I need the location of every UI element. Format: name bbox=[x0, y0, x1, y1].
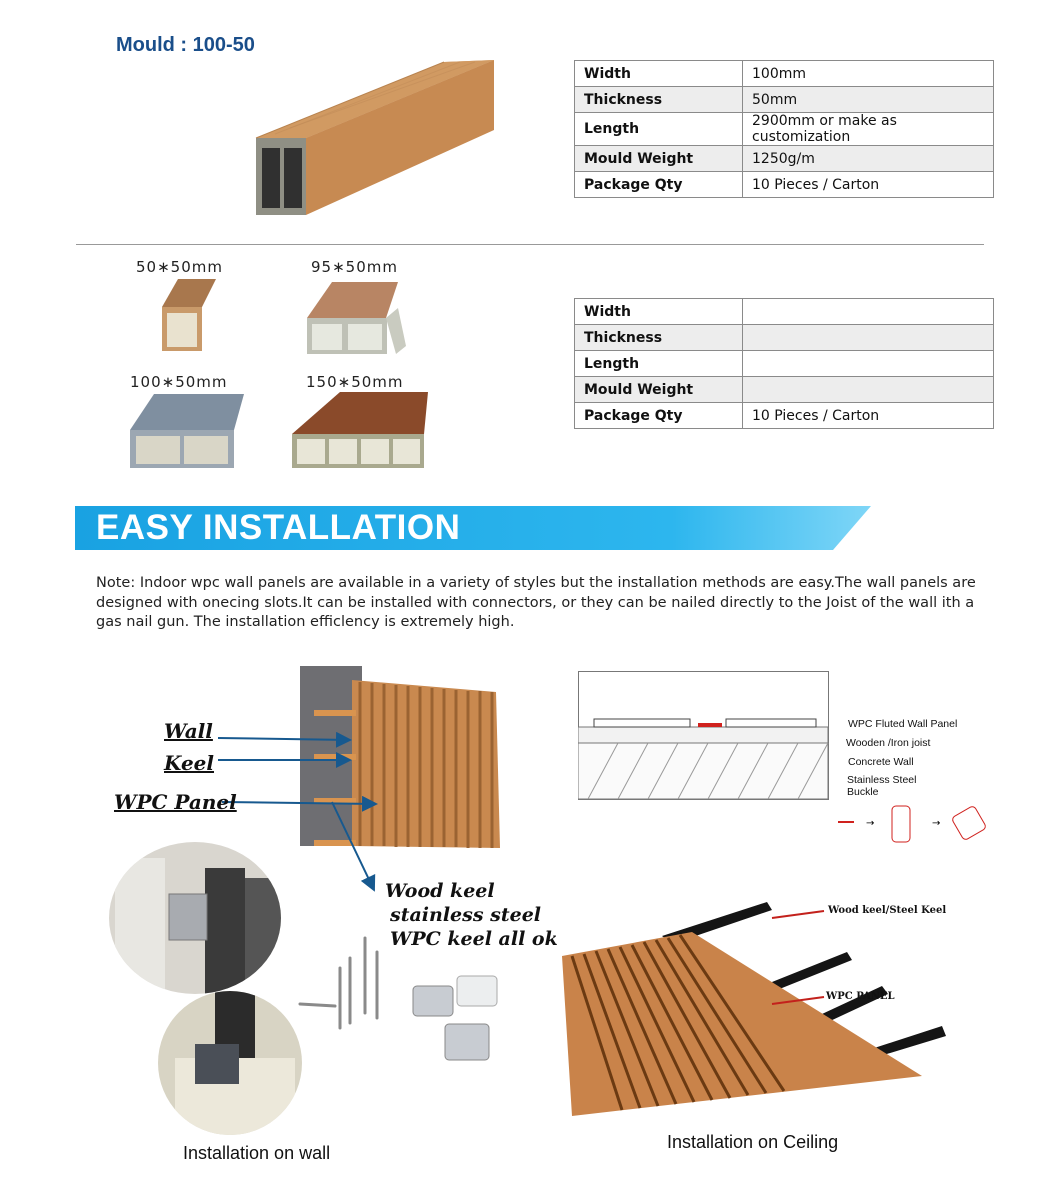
table-row bbox=[575, 87, 994, 113]
spec-table-2 bbox=[574, 298, 994, 429]
wpc-panel-label: WPC Panel bbox=[114, 790, 237, 814]
table-row bbox=[575, 377, 994, 403]
spec-value: 10 Pieces / Carton bbox=[743, 403, 994, 429]
divider bbox=[76, 244, 984, 245]
spec-value: 100mm bbox=[743, 61, 994, 87]
cross-section-diagram bbox=[578, 671, 830, 801]
spec-value: 50mm bbox=[743, 87, 994, 113]
spec-key: Thickness bbox=[575, 87, 743, 113]
spec-key: Package Qty bbox=[575, 403, 743, 429]
banner-title: EASY INSTALLATION bbox=[96, 508, 461, 547]
table-row bbox=[575, 403, 994, 429]
spec-key: Width bbox=[575, 61, 743, 87]
mould-title: Mould : 100-50 bbox=[116, 34, 255, 56]
spec-key: Package Qty bbox=[575, 172, 743, 198]
size-label: 95∗50mm bbox=[311, 258, 398, 276]
diagram-label: Concrete Wall bbox=[848, 756, 914, 768]
variant-50x50-image bbox=[160, 277, 220, 355]
keel-label: Keel bbox=[164, 751, 214, 775]
ceiling-keel-label: Wood keel/Steel Keel bbox=[828, 905, 947, 916]
wall-caption: Installation on wall bbox=[183, 1143, 331, 1163]
diagram-label: Buckle bbox=[847, 786, 879, 798]
variant-100x50-image bbox=[128, 392, 248, 472]
spec-value bbox=[743, 325, 994, 351]
buckle-sequence-image bbox=[832, 800, 992, 848]
variant-95x50-image bbox=[302, 280, 412, 358]
spec-key: Length bbox=[575, 113, 743, 146]
table-row bbox=[575, 299, 994, 325]
ceiling-panel-label: WPC PANEL bbox=[826, 991, 895, 1002]
spec-key: Thickness bbox=[575, 325, 743, 351]
ceiling-illustration bbox=[562, 896, 982, 1122]
keel-type-label: WPC keel all ok bbox=[390, 928, 558, 950]
table-row bbox=[575, 61, 994, 87]
spec-key: Length bbox=[575, 351, 743, 377]
spec-value: 10 Pieces / Carton bbox=[743, 172, 994, 198]
clip-photo-circle bbox=[105, 838, 285, 998]
variant-150x50-image bbox=[290, 390, 430, 472]
spec-key: Width bbox=[575, 299, 743, 325]
diagram-label: WPC Fluted Wall Panel bbox=[848, 718, 958, 730]
spec-table-1 bbox=[574, 60, 994, 198]
table-row bbox=[575, 146, 994, 172]
table-row bbox=[575, 351, 994, 377]
table-row bbox=[575, 325, 994, 351]
svg-text:→: → bbox=[866, 818, 875, 829]
svg-text:→: → bbox=[932, 818, 941, 829]
spec-value bbox=[743, 351, 994, 377]
spec-value: 2900mm or make as customization bbox=[743, 113, 994, 146]
spec-value: 1250g/m bbox=[743, 146, 994, 172]
keel-type-label: stainless steel bbox=[390, 904, 541, 926]
size-label: 150∗50mm bbox=[306, 373, 404, 391]
size-label: 100∗50mm bbox=[130, 373, 228, 391]
note-text: Note: Indoor wpc wall panels are available in a variety of styles but the installation methods are easy.The wall panels are designed with onecing slots.It can be installed with connectors, or they can be nailed directly to the Joist of the wall ith a gas nail gun. The installation efficlency is extremely high. bbox=[96, 575, 976, 630]
spec-value bbox=[743, 299, 994, 325]
spec-value bbox=[743, 377, 994, 403]
spec-key: Mould Weight bbox=[575, 377, 743, 403]
table-row bbox=[575, 113, 994, 146]
product-board-image bbox=[250, 20, 500, 235]
diagram-label: Wooden /Iron joist bbox=[846, 737, 931, 749]
ceiling-caption: Installation on Ceiling bbox=[667, 1132, 839, 1152]
keel-type-label: Wood keel bbox=[385, 880, 495, 902]
size-label: 50∗50mm bbox=[136, 258, 223, 276]
diagram-label: Stainless Steel bbox=[847, 774, 917, 786]
connector-photo-circle bbox=[155, 988, 305, 1138]
wall-label: Wall bbox=[164, 719, 213, 743]
spec-key: Mould Weight bbox=[575, 146, 743, 172]
table-row bbox=[575, 172, 994, 198]
screws-and-clips-image bbox=[295, 928, 535, 1068]
